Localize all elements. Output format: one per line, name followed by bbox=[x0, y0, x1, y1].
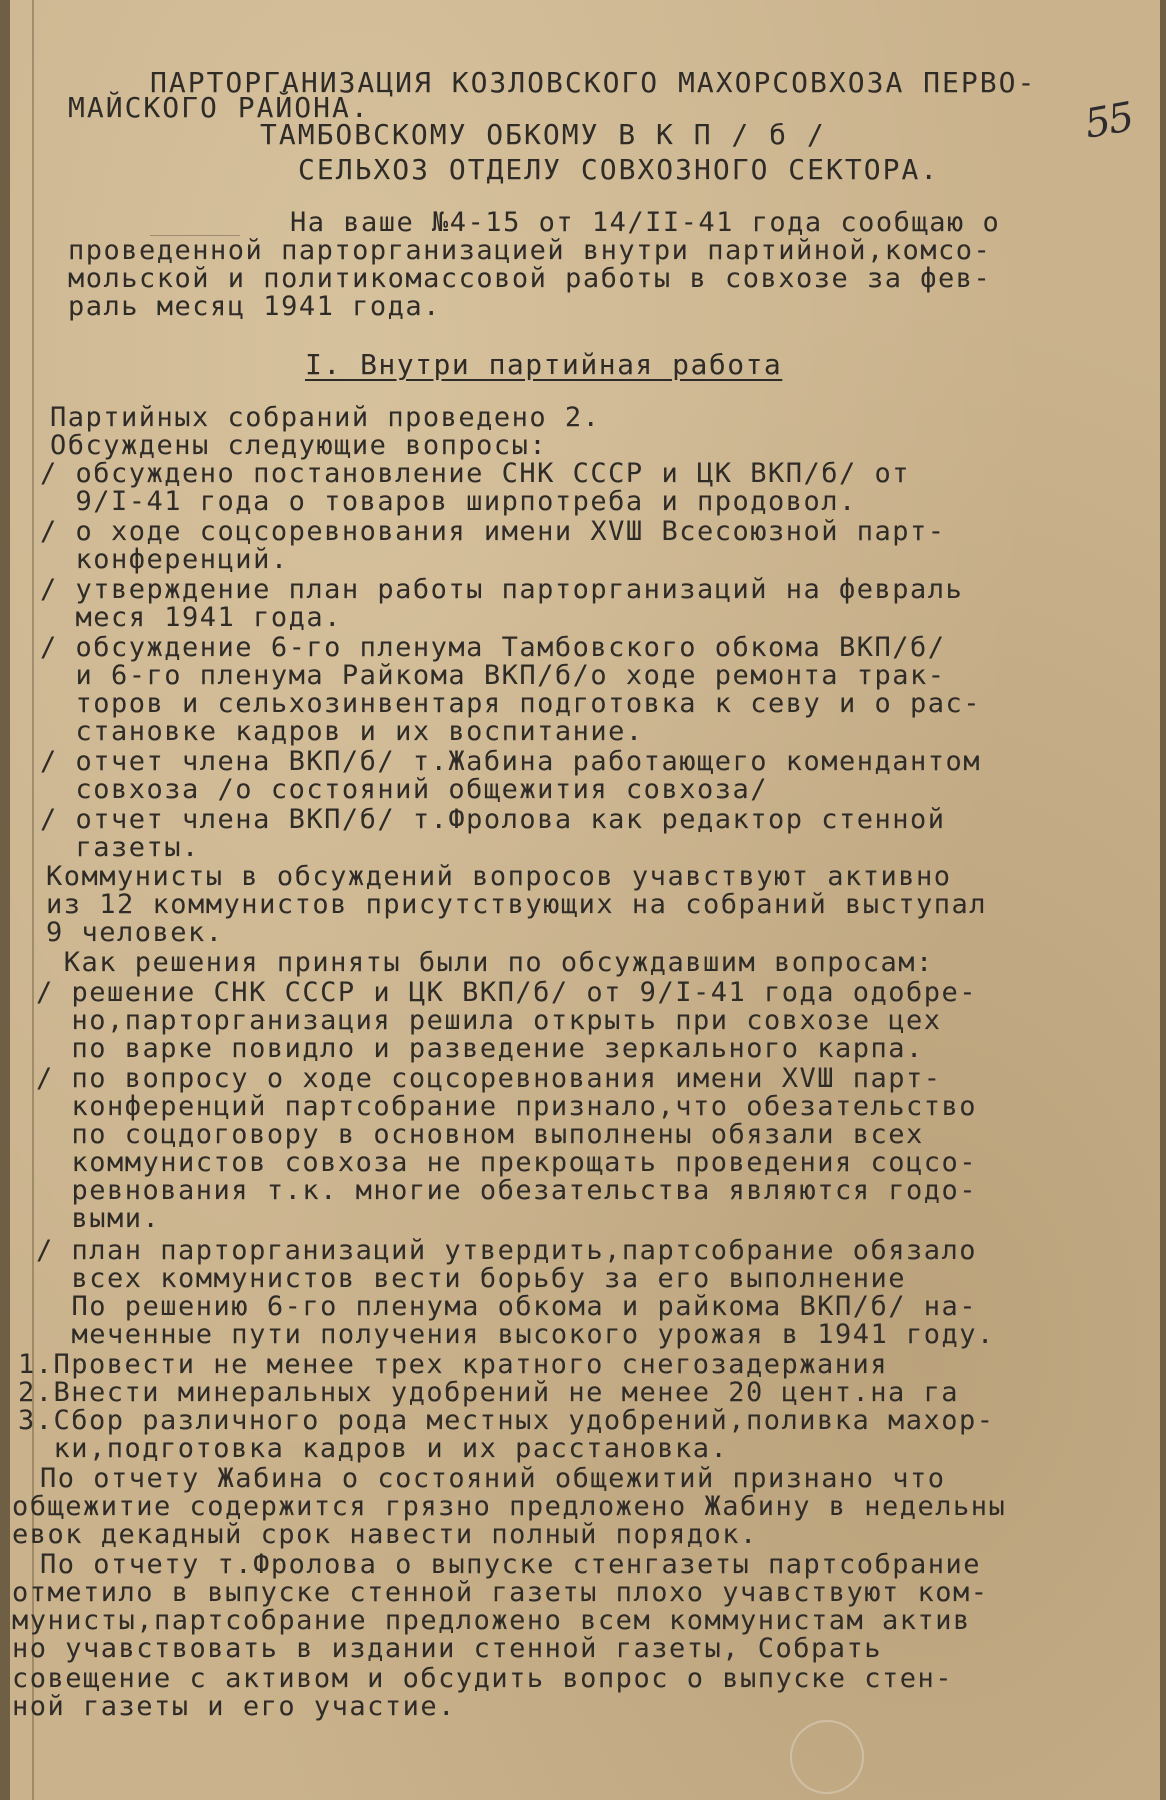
body-line: и 6-го пленума Райкома ВКП/б/о ходе ремонта трак- bbox=[40, 660, 946, 691]
body-line: / отчет члена ВКП/б/ т.Фролова как редактор стенной bbox=[40, 804, 946, 835]
body-line: Коммунисты в обсуждений вопросов учавствуют активно bbox=[46, 861, 952, 892]
body-line: Партийных собраний проведено 2. bbox=[50, 402, 601, 433]
body-line: По отчету т.Фролова о выпуске стенгазеты партсобрание bbox=[40, 1549, 982, 1580]
body-line: но,парторганизация решила открыть при совхозе цех bbox=[36, 1005, 942, 1036]
body-line: по варке повидло и разведение зеркального карпа. bbox=[36, 1033, 924, 1064]
header-line: СЕЛЬХОЗ ОТДЕЛУ СОВХОЗНОГО СЕКТОРА. bbox=[298, 153, 940, 186]
body-line: / утверждение план работы парторганизаций на февраль bbox=[40, 574, 964, 605]
body-line: / обсуждение 6-го пленума Тамбовского обкома ВКП/б/ bbox=[40, 632, 946, 663]
document-page bbox=[10, 0, 1160, 1800]
body-line: газеты. bbox=[40, 832, 200, 863]
body-line: меченные пути получения высокого урожая в 1941 году. bbox=[36, 1319, 995, 1350]
body-line: торов и сельхозинвентаря подготовка к севу и о рас- bbox=[40, 688, 982, 719]
header-line: ПАРТОРГАНИЗАЦИЯ КОЗЛОВСКОГО МАХОРСОВХОЗА ПЕРВО- bbox=[150, 66, 1037, 99]
pencil-mark bbox=[150, 195, 240, 236]
body-line: / обсуждено постановление СНК СССР и ЦК ВКП/б/ от bbox=[40, 458, 911, 489]
body-line: 9/I-41 года о товаров ширпотреба и продовол. bbox=[40, 486, 857, 517]
body-line: всех коммунистов вести борьбу за его выполнение bbox=[36, 1263, 907, 1294]
body-line: но учавствовать в издании стенной газеты, Собрать bbox=[12, 1633, 883, 1664]
body-line: коммунистов совхоза не прекрощать проведения соцсо- bbox=[36, 1147, 978, 1178]
body-line: / отчет члена ВКП/б/ т.Жабина работающего комендантом bbox=[40, 746, 982, 777]
body-line: становке кадров и их воспитание. bbox=[40, 716, 644, 747]
body-line: конференций. bbox=[40, 544, 289, 575]
body-line: по соцдоговору в основном выполнены обязали всех bbox=[36, 1119, 924, 1150]
body-line: 2.Внести минеральных удобрений не менее 20 цент.на га bbox=[18, 1377, 960, 1408]
section-title: I. Внутри партийная работа bbox=[305, 348, 783, 381]
body-line: совхоза /о состояний общежития совхоза/ bbox=[40, 774, 768, 805]
watermark-stamp bbox=[775, 1705, 878, 1800]
body-line: / решение СНК СССР и ЦК ВКП/б/ от 9/I-41 года одобре- bbox=[36, 977, 978, 1008]
body-line: совещение с активом и обсудить вопрос о выпуске стен- bbox=[12, 1663, 954, 1694]
archive-page-number: 55 bbox=[1081, 94, 1136, 148]
body-line: выми. bbox=[36, 1203, 161, 1234]
body-line: 1.Провести не менее трех кратного снегозадержания bbox=[18, 1349, 889, 1380]
header-line: МАЙСКОГО РАЙОНА. bbox=[68, 91, 370, 124]
body-line: евок декадный срок навести полный порядок. bbox=[12, 1519, 758, 1550]
body-line: ной газеты и его участие. bbox=[12, 1691, 456, 1722]
body-line: / по вопросу о ходе соцсоревнования имени ХVШ парт- bbox=[36, 1063, 942, 1094]
body-line: По отчету Жабина о состояний общежитий признано что bbox=[40, 1463, 946, 1494]
intro-line: проведенной парторганизацией внутри партийной,комсо- bbox=[68, 235, 992, 266]
body-line: Обсуждены следующие вопросы: bbox=[50, 430, 548, 461]
body-line: мунисты,партсобрание предложено всем коммунистам актив bbox=[12, 1605, 971, 1636]
body-line: / план парторганизаций утвердить,партсобрание обязало bbox=[36, 1235, 978, 1266]
header-line: ТАМБОВСКОМУ ОБКОМУ В К П / б / bbox=[260, 118, 826, 151]
body-line: меся 1941 года. bbox=[40, 602, 342, 633]
body-line: из 12 коммунистов присутствующих на собраний выступал bbox=[46, 889, 988, 920]
body-line: отметило в выпуске стенной газеты плохо учавствуют ком- bbox=[12, 1577, 989, 1608]
body-line: / о ходе соцсоревнования имени ХVШ Всесоюзной парт- bbox=[40, 516, 946, 547]
body-line: общежитие содержится грязно предложено Жабину в недельны bbox=[12, 1491, 1007, 1522]
body-line: ревнования т.к. многие обезательства являются годо- bbox=[36, 1175, 978, 1206]
body-line: ки,подготовка кадров и их расстановка. bbox=[18, 1433, 729, 1464]
body-line: По решению 6-го пленума обкома и райкома ВКП/б/ на- bbox=[36, 1291, 978, 1322]
body-line: 9 человек. bbox=[46, 917, 224, 948]
body-line: 3.Сбор различного рода местных удобрений,поливка махор- bbox=[18, 1405, 995, 1436]
body-line: Как решения приняты были по обсуждавшим вопросам: bbox=[46, 947, 934, 978]
body-line: конференций партсобрание признало,что обезательство bbox=[36, 1091, 978, 1122]
intro-line: раль месяц 1941 года. bbox=[68, 291, 441, 322]
intro-line: На ваше №4-15 от 14/II-41 года сообщаю о bbox=[290, 207, 1001, 238]
intro-line: мольской и политикомассовой работы в совхозе за фев- bbox=[68, 263, 992, 294]
